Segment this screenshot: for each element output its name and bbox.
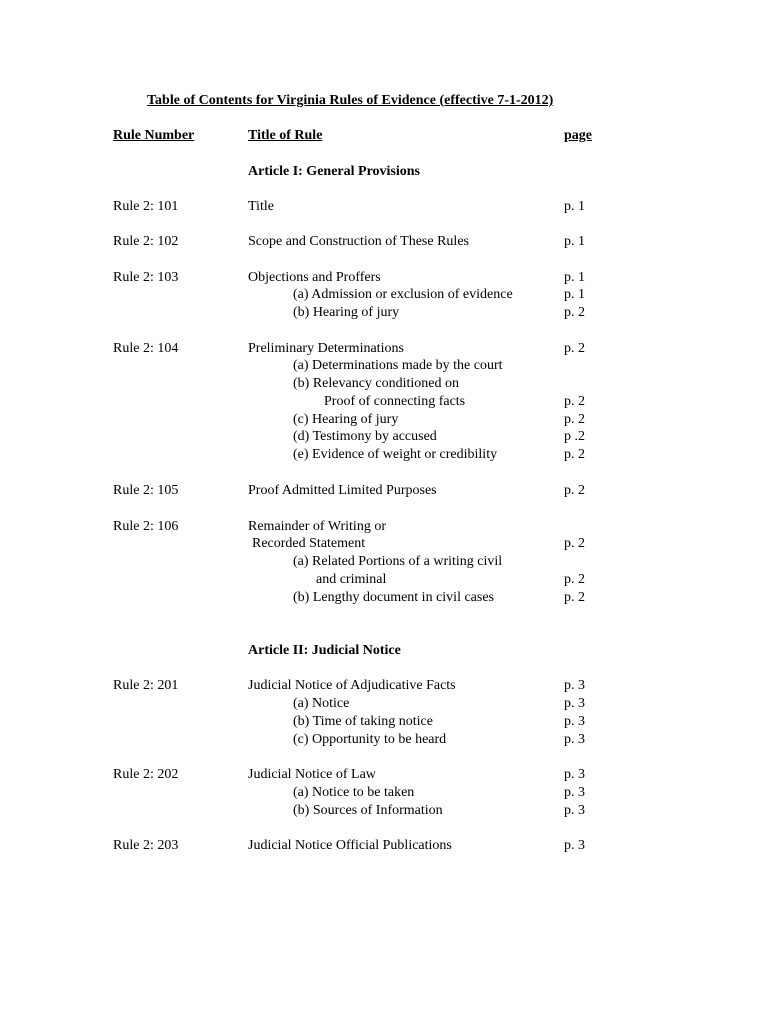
rule-page: p. 1 <box>564 234 585 249</box>
rule-page: p. 2 <box>564 536 585 551</box>
rule-number: Rule 2: 104 <box>113 341 179 356</box>
rule-page: p. 3 <box>564 767 585 782</box>
subrule-text: (b) Lengthy document in civil cases <box>293 590 494 605</box>
rule-number: Rule 2: 202 <box>113 767 179 782</box>
header-rule-number: Rule Number <box>113 128 195 143</box>
rule-number: Rule 2: 106 <box>113 519 179 534</box>
rule-title: Remainder of Writing or <box>248 519 386 534</box>
subrule-page: p. 2 <box>564 572 585 587</box>
rule-title: Judicial Notice of Law <box>248 767 376 782</box>
subrule-text: (a) Admission or exclusion of evidence <box>293 287 513 302</box>
subrule-page: p. 3 <box>564 732 585 747</box>
subrule-page: p. 3 <box>564 803 585 818</box>
subrule-page: p. 1 <box>564 287 585 302</box>
subrule-page: p. 2 <box>564 305 585 320</box>
rule-title: Preliminary Determinations <box>248 341 404 356</box>
rule-page: p. 2 <box>564 341 585 356</box>
header-title-of-rule: Title of Rule <box>248 128 323 143</box>
subrule-text: (b) Sources of Information <box>293 803 443 818</box>
subrule-text: (c) Hearing of jury <box>293 412 399 427</box>
subrule-text: (a) Notice to be taken <box>293 785 415 800</box>
subrule-page: p. 3 <box>564 714 585 729</box>
rule-page: p. 1 <box>564 199 585 214</box>
subrule-text: (c) Opportunity to be heard <box>293 732 447 747</box>
subrule-page: p. 2 <box>564 447 585 462</box>
rule-title: Judicial Notice Official Publications <box>248 838 452 853</box>
subrule-text: (b) Hearing of jury <box>293 305 400 320</box>
subrule-text: (b) Time of taking notice <box>293 714 433 729</box>
rule-page: p. 1 <box>564 270 585 285</box>
rule-title: Proof Admitted Limited Purposes <box>248 483 437 498</box>
subrule-text: (e) Evidence of weight or credibility <box>293 447 498 462</box>
rule-page: p. 3 <box>564 838 585 853</box>
rule-page: p. 3 <box>564 678 585 693</box>
subrule-text: (a) Related Portions of a writing civil <box>293 554 503 569</box>
subrule-page: p. 3 <box>564 696 585 711</box>
subrule-text: (b) Relevancy conditioned on <box>293 376 460 391</box>
subrule-text: Proof of connecting facts <box>324 394 466 409</box>
article-heading: Article I: General Provisions <box>248 164 420 179</box>
rule-number: Rule 2: 203 <box>113 838 179 853</box>
rule-title: Title <box>248 199 274 214</box>
subrule-text: (a) Determinations made by the court <box>293 358 503 373</box>
rule-number: Rule 2: 102 <box>113 234 179 249</box>
subrule-text: (a) Notice <box>293 696 350 711</box>
subrule-page: p .2 <box>564 429 585 444</box>
rule-number: Rule 2: 103 <box>113 270 179 285</box>
rule-title-continued: Recorded Statement <box>252 536 366 551</box>
header-page: page <box>564 128 592 143</box>
rule-number: Rule 2: 105 <box>113 483 179 498</box>
subrule-text: (d) Testimony by accused <box>293 429 437 444</box>
rule-title: Judicial Notice of Adjudicative Facts <box>248 678 456 693</box>
subrule-text: and criminal <box>316 572 387 587</box>
rule-title: Scope and Construction of These Rules <box>248 234 469 249</box>
subrule-page: p. 3 <box>564 785 585 800</box>
document-title: Table of Contents for Virginia Rules of Evidence (effective 7-1-2012) <box>147 93 554 108</box>
rule-number: Rule 2: 101 <box>113 199 179 214</box>
subrule-page: p. 2 <box>564 394 585 409</box>
subrule-page: p. 2 <box>564 590 585 605</box>
subrule-page: p. 2 <box>564 412 585 427</box>
rule-page: p. 2 <box>564 483 585 498</box>
article-heading: Article II: Judicial Notice <box>248 643 401 658</box>
rule-number: Rule 2: 201 <box>113 678 179 693</box>
rule-title: Objections and Proffers <box>248 270 381 285</box>
